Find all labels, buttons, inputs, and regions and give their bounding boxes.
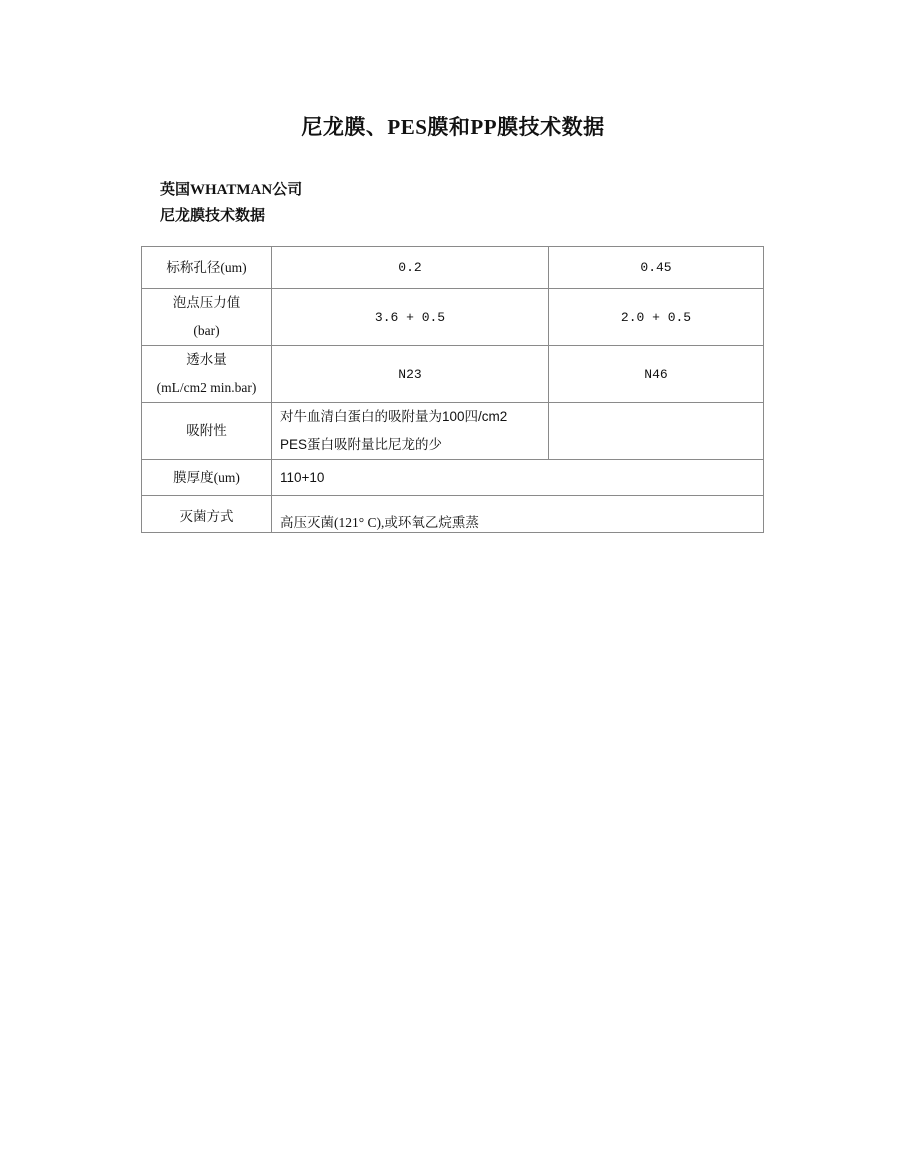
row-label: 吸附性 (142, 403, 272, 460)
document-title: 尼龙膜、PES膜和PP膜技术数据 (301, 115, 605, 139)
table-row-pore-size (142, 247, 764, 289)
row-label-line: 泡点压力值 (172, 295, 241, 310)
cell-value: 0.45 (549, 247, 764, 289)
cell-value: N46 (549, 346, 764, 403)
section-subtitle: 尼龙膜技术数据 (160, 208, 266, 224)
company-name: 英国WHATMAN公司 (160, 182, 303, 198)
table-row-thickness (142, 460, 764, 496)
cell-line: PES蛋白吸附量比尼龙的少 (280, 437, 443, 452)
cell-value: 2.0 + 0.5 (549, 289, 764, 346)
table-row-bubble-point (142, 289, 764, 346)
table-row-sterilization (142, 496, 764, 533)
row-label-line: 透水量 (186, 352, 227, 367)
cell-value: N23 (272, 346, 549, 403)
row-label-unit: (bar) (193, 323, 220, 338)
cell-value: 0.2 (272, 247, 549, 289)
cell-value: 高压灭菌(121° C),或环氧乙烷熏蒸 (272, 496, 764, 533)
cell-value-empty (549, 403, 764, 460)
row-label: 灭菌方式 (142, 496, 272, 533)
row-label-unit: (mL/cm2 min.bar) (156, 380, 257, 395)
table-row-water-flow (142, 346, 764, 403)
row-label (142, 289, 272, 346)
cell-line: 对牛血清白蛋白的吸附量为100四/cm2 (280, 409, 508, 424)
table-row-adsorption (142, 403, 764, 460)
cell-value: 3.6 + 0.5 (272, 289, 549, 346)
cell-value (272, 403, 549, 460)
cell-value: 110+10 (272, 460, 764, 496)
row-label: 标称孔径(um) (142, 247, 272, 289)
spec-table (141, 246, 764, 533)
row-label: 膜厚度(um) (142, 460, 272, 496)
row-label (142, 346, 272, 403)
